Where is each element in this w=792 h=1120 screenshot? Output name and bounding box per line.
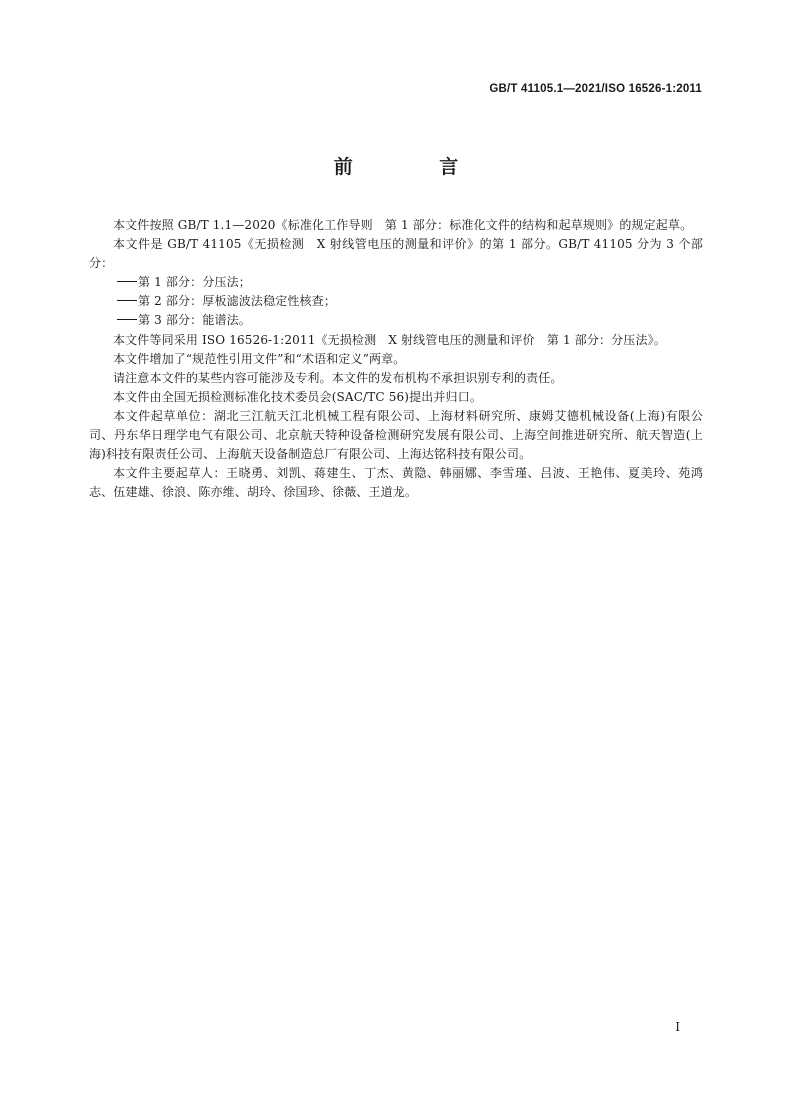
page-number: I [675, 1020, 680, 1034]
dash-icon [117, 319, 137, 320]
list-item [89, 292, 703, 311]
page-title: 前 言 [333, 156, 499, 178]
paragraph-drafters: 本文件主要起草人：王晓勇、刘凯、蒋建生、丁杰、黄隐、韩丽娜、李雪瑾、吕波、王艳伟、夏美玲、苑鸿志、伍建雄、徐浪、陈亦维、胡玲、徐国珍、徐薇、王道龙。 [89, 466, 703, 500]
list-item-text: 第 2 部分：厚板滤波法稳定性核查； [138, 294, 336, 309]
paragraph-equivalence: 本文件等同采用 ISO 16526-1:2011《无损检测 X 射线管电压的测量和评价 第 1 部分：分压法》。 [113, 332, 666, 347]
dash-icon [117, 281, 137, 282]
dash-icon [117, 300, 137, 301]
list-item-text: 第 1 部分：分压法； [138, 275, 251, 290]
paragraph-drafting-units: 本文件起草单位：湖北三江航天江北机械工程有限公司、上海材料研究所、康姆艾德机械设备(上海)有限公司、丹东华日理学电气有限公司、北京航天特种设备检测研究发展有限公司、上海空间推进研究所、航天智造(上海)科技有限责任公司、上海航天设备制造总厂有限公司、上海达铭科技有限公司。 [89, 408, 703, 462]
list-item [89, 273, 703, 292]
paragraph-drafting-rules: 本文件按照 GB/T 1.1—2020《标准化工作导则 第 1 部分：标准化文件的结构和起草规则》的规定起草。 [113, 218, 693, 232]
paragraph-committee: 本文件由全国无损检测标准化技术委员会(SAC/TC 56)提出并归口。 [113, 389, 482, 404]
foreword-body [89, 216, 703, 502]
standard-code: GB/T 41105.1—2021/ISO 16526-1:2011 [489, 83, 702, 95]
paragraph-patent-notice: 请注意本文件的某些内容可能涉及专利。本文件的发布机构不承担识别专利的责任。 [113, 370, 563, 385]
paragraph-parts-intro: 本文件是 GB/T 41105《无损检测 X 射线管电压的测量和评价》的第 1 部分。GB/T 41105 分为 3 个部分： [89, 237, 703, 271]
list-item-text: 第 3 部分：能谱法。 [138, 313, 251, 328]
paragraph-added-chapters: 本文件增加了“规范性引用文件”和“术语和定义”两章。 [113, 351, 406, 366]
list-item [89, 311, 703, 330]
